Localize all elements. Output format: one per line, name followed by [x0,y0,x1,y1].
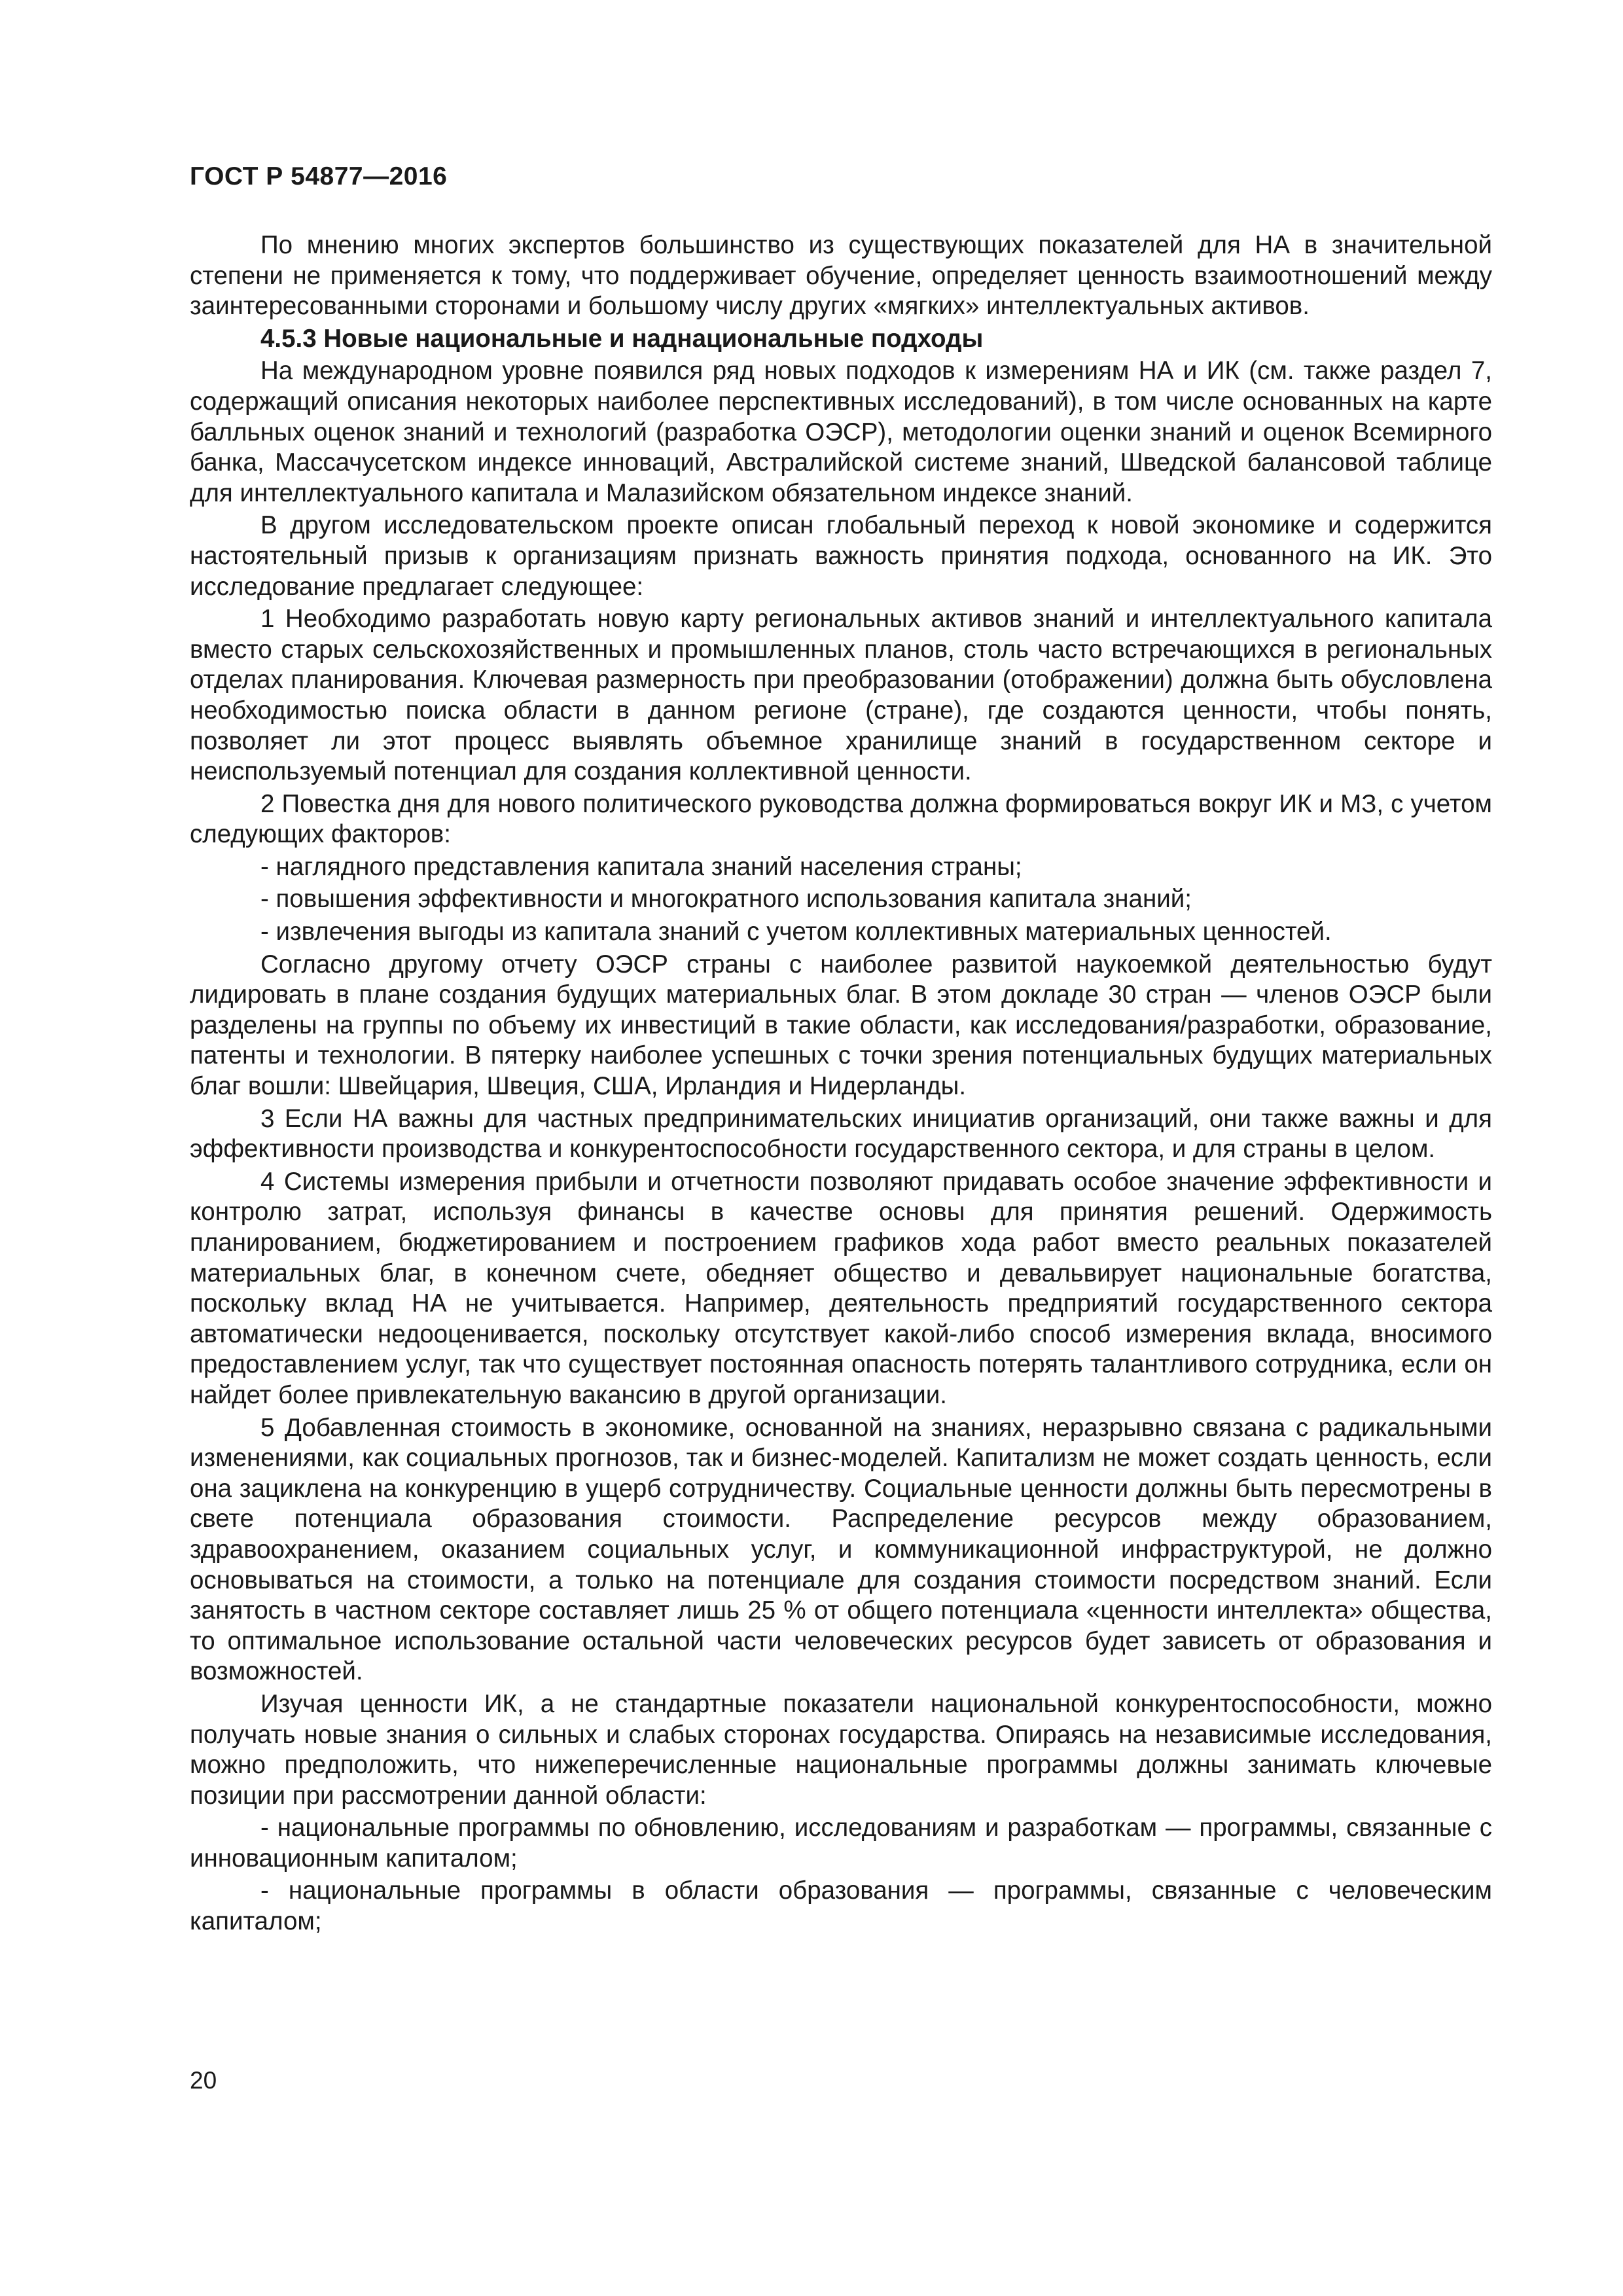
document-header: ГОСТ Р 54877—2016 [190,162,448,190]
paragraph: По мнению многих экспертов большинство из существующих показателей для НА в значительной степени не применяется к тому, что поддерживает обучение, определяет ценность взаимоотношений между заинтересованными сторонами и большому числу других «мягких» интеллектуальных активов. [190,231,1492,321]
numbered-item-3: 3 Если НА важны для частных предпринимательских инициатив организаций, они также важны и для эффективности производства и конкурентоспособности государственного сектора, и для страны в целом. [190,1104,1492,1164]
paragraph: На международном уровне появился ряд новых подходов к измерениям НА и ИК (см. также раздел 7, содержащий описания некоторых наиболее перспективных исследований), в том числе основанных на карте балльных оценок знаний и технологий (разработка ОЭСР), методологии оценки знаний и оценок Всемирного банка, Массачусетском индексе инноваций, Австралийской системе знаний, Шведской балансовой таблице для интеллектуального капитала и Малазийском обязательном индексе знаний. [190,357,1492,507]
list-item: - национальные программы в области образования — программы, связанные с человеческим капиталом; [190,1876,1492,1936]
subsection-title: 4.5.3 Новые национальные и наднациональные подходы [260,324,984,353]
list-item: - извлечения выгоды из капитала знаний с учетом коллективных материальных ценностей. [260,918,1332,946]
list-item: - национальные программы по обновлению, исследованиям и разработкам — программы, связанные с инновационным капиталом; [190,1814,1492,1873]
numbered-item-2: 2 Повестка дня для нового политического руководства должна формироваться вокруг ИК и МЗ, с учетом следующих факторов: [190,789,1492,849]
list-item: - повышения эффективности и многократного использования капитала знаний; [260,885,1192,914]
numbered-item-1: 1 Необходимо разработать новую карту региональных активов знаний и интеллектуального капитала вместо старых сельскохозяйственных и промышленных планов, столь часто встречающихся в региональных отделах планирования. Ключевая размерность при преобразовании (отображении) должна быть обусловлена необходимостью поиска области в данном регионе (стране), где создаются ценности, чтобы понять, позволяет ли этот процесс выявлять объемное хранилище знаний в государственном секторе и неиспользуемый потенциал для создания коллективной ценности. [190,605,1492,786]
paragraph: В другом исследовательском проекте описан глобальный переход к новой экономике и содержится настоятельный призыв к организациям признать важность принятия подхода, основанного на ИК. Это исследование предлагает следующее: [190,511,1492,601]
list-item: - наглядного представления капитала знаний населения страны; [260,852,1022,881]
paragraph: Изучая ценности ИК, а не стандартные показатели национальной конкурентоспособности, можно получать новые знания о сильных и слабых сторонах государства. Опираясь на независимые исследования, можно предположить, что нижеперечисленные национальные программы должны занимать ключевые позиции при рассмотрении данной области: [190,1689,1492,1810]
numbered-item-5: 5 Добавленная стоимость в экономике, основанной на знаниях, неразрывно связана с радикальными изменениями, как социальных прогнозов, так и бизнес-моделей. Капитализм не может создать ценность, если она зациклена на конкуренцию в ущерб сотрудничеству. Социальные ценности должны быть пересмотрены в свете потенциала образования стоимости. Распределение ресурсов между образованием, здравоохранением, оказанием социальных услуг, и коммуникационной инфраструктурой, не должно основываться на стоимости, а только на потенциале для создания стоимости посредством знаний. Если занятость в частном секторе составляет лишь 25 % от общего потенциала «ценности интеллекта» общества, то оптимальное использование остальной части человеческих ресурсов будет зависеть от образования и возможностей. [190,1413,1492,1686]
document-body [190,230,1492,1939]
numbered-item-4: 4 Системы измерения прибыли и отчетности позволяют придавать особое значение эффективности и контролю затрат, используя финансы в качестве основы для принятия решений. Одержимость планированием, бюджетированием и построением графиков хода работ вместо реальных показателей материальных благ, в конечном счете, обедняет общество и девальвирует национальные богатства, поскольку вклад НА не учитывается. Например, деятельность предприятий государственного сектора автоматически недооценивается, поскольку отсутствует какой-либо способ измерения вклада, вносимого предоставлением услуг, так что существует постоянная опасность потерять талантливого сотрудника, если он найдет более привлекательную вакансию в другой организации. [190,1167,1492,1409]
paragraph: Согласно другому отчету ОЭСР страны с наиболее развитой наукоемкой деятельностью будут лидировать в плане создания будущих материальных благ. В этом докладе 30 стран — членов ОЭСР были разделены на группы по объему их инвестиций в такие области, как исследования/разработки, образование, патенты и технологии. В пятерку наиболее успешных с точки зрения потенциальных будущих материальных благ вошли: Швейцария, Швеция, США, Ирландия и Нидерланды. [190,950,1492,1101]
page-number: 20 [190,2067,217,2094]
